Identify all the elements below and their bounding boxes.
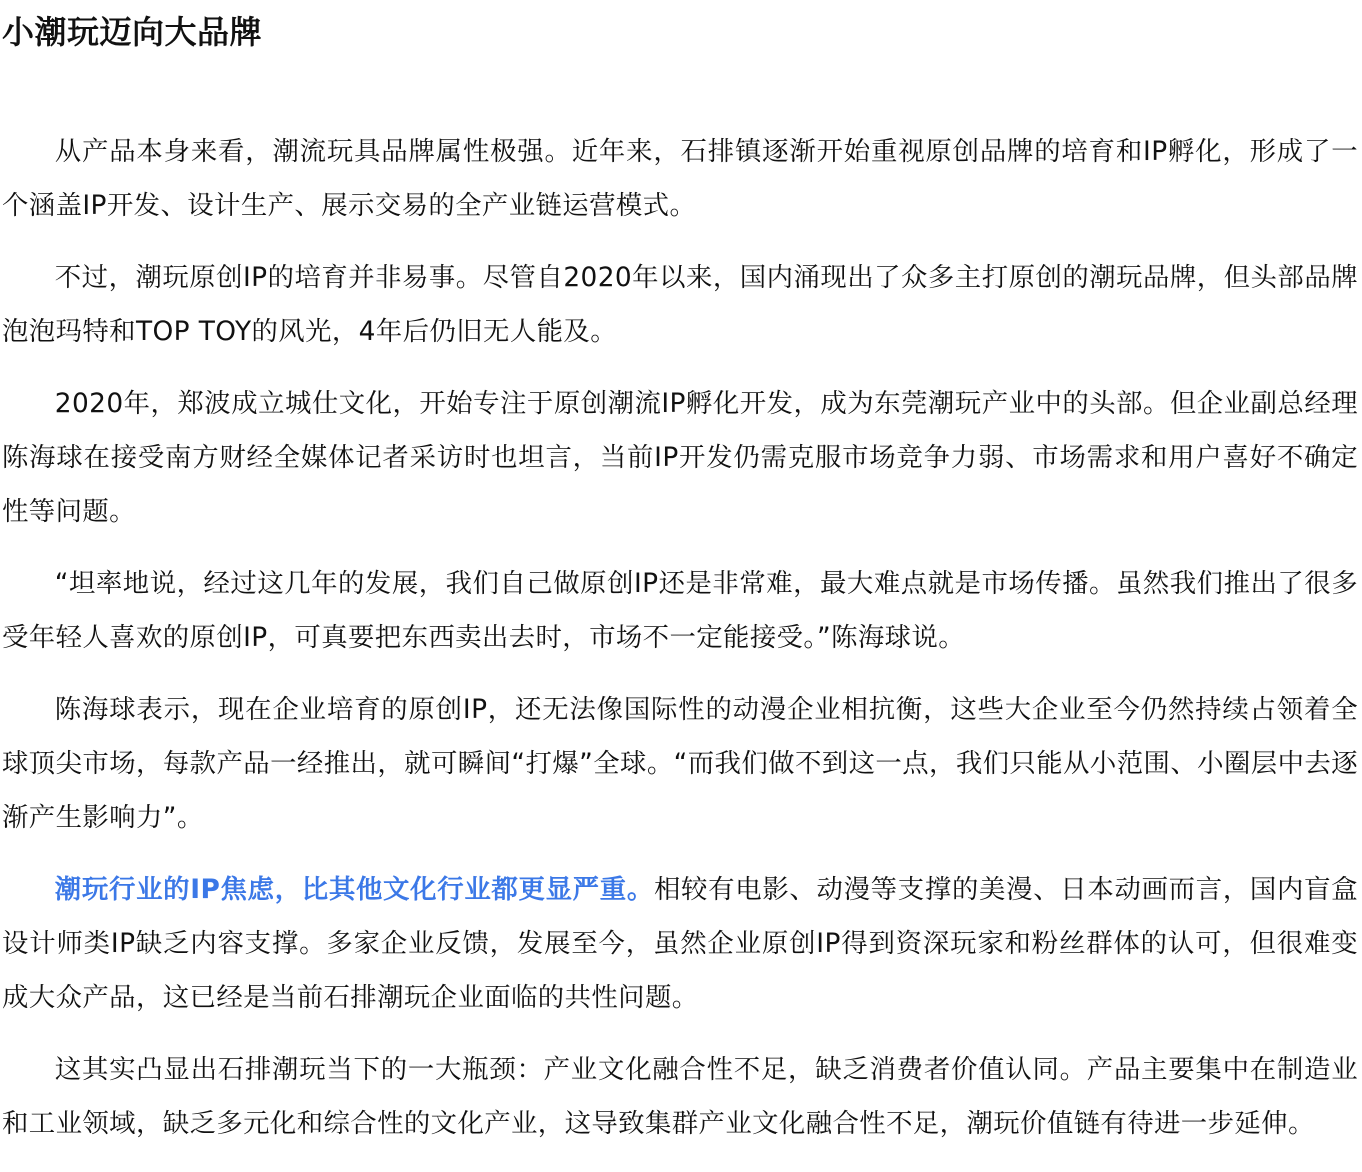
paragraph-6 <box>2 863 1358 1025</box>
highlighted-sentence: 潮玩行业的IP焦虑，比其他文化行业都更显严重。 <box>54 874 654 905</box>
article-title: 小潮玩迈向大品牌 <box>2 13 263 51</box>
paragraph-3: 2020年，郑波成立城仕文化，开始专注于原创潮流IP孵化开发，成为东莞潮玩产业中的头部。但企业副总经理陈海球在接受南方财经全媒体记者采访时也坦言，当前IP开发仍需克服市场竞争力弱、市场需求和用户喜好不确定性等问题。 <box>2 388 1358 527</box>
paragraph-6-text: 相较有电影、动漫等支撑的美漫、日本动画而言，国内盲盒设计师类IP缺乏内容支撑。多家企业反馈，发展至今，虽然企业原创IP得到资深玩家和粉丝群体的认可，但很难变成大众产品，这已经是当前石排潮玩企业面临的共性问题。 <box>2 874 1358 1013</box>
paragraph-5: 陈海球表示，现在企业培育的原创IP，还无法像国际性的动漫企业相抗衡，这些大企业至今仍然持续占领着全球顶尖市场，每款产品一经推出，就可瞬间“打爆”全球。“而我们做不到这一点，我们只能从小范围、小圈层中去逐渐产生影响力”。 <box>2 694 1358 833</box>
paragraph-4: “坦率地说，经过这几年的发展，我们自己做原创IP还是非常难，最大难点就是市场传播。虽然我们推出了很多受年轻人喜欢的原创IP，可真要把东西卖出去时，市场不一定能接受。”陈海球说。 <box>2 568 1358 653</box>
paragraph-2: 不过，潮玩原创IP的培育并非易事。尽管自2020年以来，国内涌现出了众多主打原创的潮玩品牌，但头部品牌泡泡玛特和TOP TOY的风光，4年后仍旧无人能及。 <box>2 262 1358 347</box>
paragraph-1: 从产品本身来看，潮流玩具品牌属性极强。近年来，石排镇逐渐开始重视原创品牌的培育和IP孵化，形成了一个涵盖IP开发、设计生产、展示交易的全产业链运营模式。 <box>2 136 1358 221</box>
paragraph-7: 这其实凸显出石排潮玩当下的一大瓶颈：产业文化融合性不足，缺乏消费者价值认同。产品主要集中在制造业和工业领域，缺乏多元化和综合性的文化产业，这导致集群产业文化融合性不足，潮玩价值链有待进一步延伸。 <box>2 1054 1358 1139</box>
